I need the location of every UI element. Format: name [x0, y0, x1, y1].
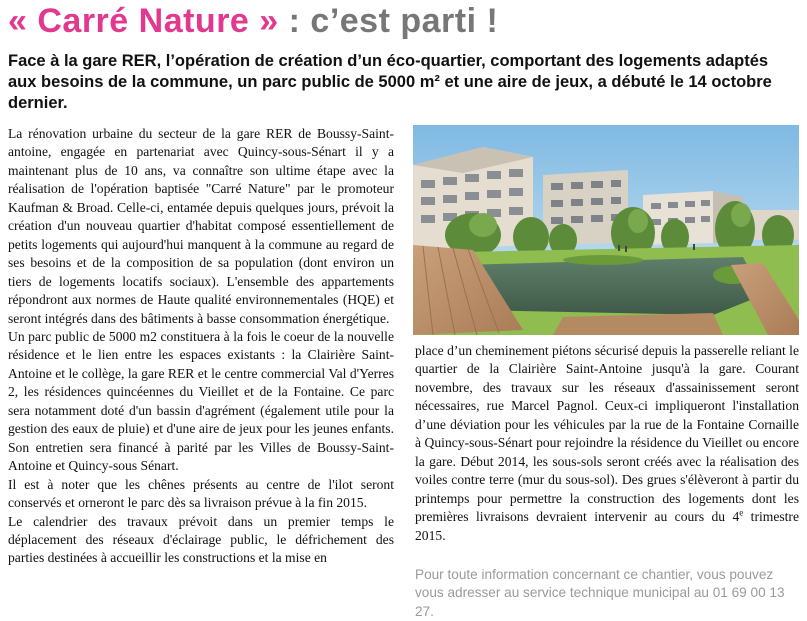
contact-info: Pour toute information concernant ce chantier, vous pouvez vous adresser au service technique municipal au 01 69 00 13 27.: [415, 567, 785, 619]
project-rendering-image: [413, 125, 799, 335]
title-part-2: : c’est parti !: [288, 2, 499, 40]
paragraph-text: place d’un cheminement piétons sécurisé depuis la passerelle reliant le quartier de la Clairière Saint-Antoine jusqu'à la gare. Courant novembre, des travaux sur les réseaux d'assainissement seront nécessaires, rue Marcel Pagnol. Ceux-ci impliqueront l'installation d’une déviation pour les véhicules par la rue de la Fontaine Cornaille à Quincy-sous-Sénart pour rejoindre la résidence du Vieillet ou encore la gare. Début 2014, les sous-sols seront créés avec la réalisation des voiles contre terre (mur du sous-sol). Des grues s'élèveront à partir du printemps pour permettre la construction des logements dont les premières livraisons devraient intervenir au cours du 4: [415, 343, 799, 525]
paragraph: Il est à noter que les chênes présents au centre de l'ilot seront conservés et orneront le parc dès sa livraison prévue à la fin 2015.: [8, 476, 394, 511]
paragraph: Un parc public de 5000 m2 constituera à la fois le coeur de la nouvelle résidence et le lien entre les espaces existants : la Clairière Saint-Antoine et le collège, la gare RER et le centre commercial Val d'Yerres 2, les résidences quincéennes du Vieillet et de la Fontaine. Ce parc sera notamment doté d'un bassin d'agrément (également utile pour la gestion des eaux de pluie) et d'une aire de jeux pour les jeunes enfants. Son entretien sera financé à parité par les Villes de Boussy-Saint-Antoine et Quincy-sous Sénart.: [8, 328, 394, 474]
paragraph: [415, 342, 799, 545]
paragraph: Le calendrier des travaux prévoit dans un premier temps le déplacement des réseaux d'éclairage public, le défrichement des parties destinées à accueillir les constructions et la mise en: [8, 513, 394, 566]
right-column: [415, 342, 799, 545]
ordinal-suffix: e: [739, 507, 744, 518]
left-column: [8, 125, 394, 568]
article-title: [8, 0, 803, 42]
paragraph-text-end: trimestre 2015.: [415, 509, 799, 543]
article-lead: Face à la gare RER, l’opération de création d’un éco-quartier, comportant des logements adaptés aux besoins de la commune, un parc public de 5000 m² et une aire de jeux, a débuté le 14 octobre dernier.: [8, 52, 772, 112]
paragraph: La rénovation urbaine du secteur de la gare RER de Boussy-Saint-antoine, engagée en partenariat avec Quincy-sous-Sénart il y a maintenant plus de 10 ans, va connaître son ultime étape avec la réalisation de l'opération baptisée "Carré Nature" par le promoteur Kaufman & Broad. Celle-ci, entamée depuis quelques jours, prévoit la création d'un nouveau quartier d'habitat composé essentiellement de petits logements qui aujourd'hui manquent à la commune au regard de ses besoins et de la composition de sa population (dont environ un tiers de logements locatifs sociaux). L'ensemble des appartements répondront aux normes de Haute qualité environnementales (HQE) et seront intégrés dans des bâtiments à basse consommation énergétique.: [8, 126, 394, 326]
title-part-1: « Carré Nature »: [8, 2, 289, 40]
